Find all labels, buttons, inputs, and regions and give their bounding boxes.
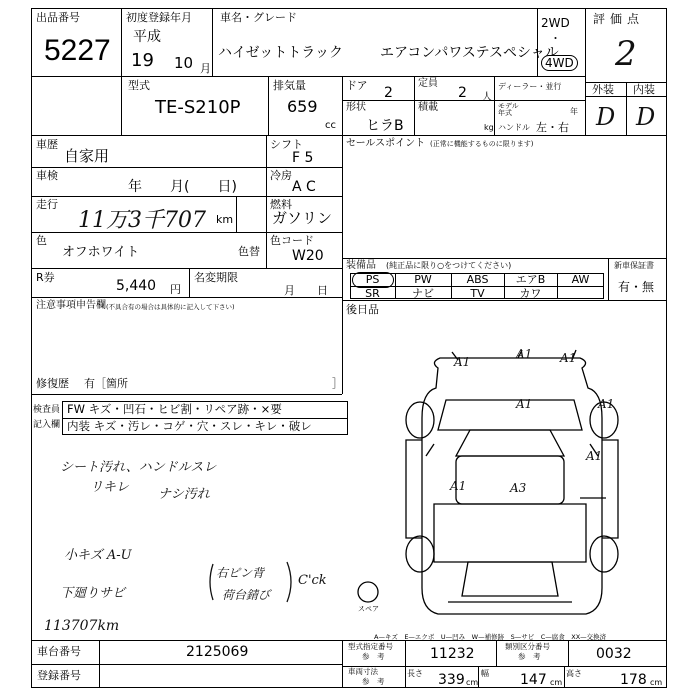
capacity: 2 xyxy=(458,85,467,101)
divider xyxy=(31,297,342,298)
repair-close: ］ xyxy=(332,377,343,390)
reg-label: 登録番号 xyxy=(37,669,81,682)
notes-label: 注意事項申告欄 xyxy=(36,300,106,311)
divider xyxy=(189,268,190,297)
width: 147 xyxy=(520,672,547,688)
divider xyxy=(31,394,342,395)
drive-4wd: 4WD xyxy=(541,55,578,71)
recycle-label: R券 xyxy=(36,271,55,284)
model-year-unit: 年 xyxy=(570,107,578,116)
grade: エアコンパワステスペシャル xyxy=(380,45,559,61)
model-grade-label: 車名・グレード xyxy=(220,11,297,24)
height-label: 高さ xyxy=(566,669,582,678)
drive-dot: ・ xyxy=(550,32,561,45)
damage-mark: A1 xyxy=(598,397,615,411)
spare-label: スペア xyxy=(358,605,379,613)
equip-pw: PW xyxy=(414,273,432,286)
inspection-label: 車検 xyxy=(36,169,58,182)
load-label: 積載 xyxy=(418,102,438,113)
divider xyxy=(212,8,213,76)
era: 平成 xyxy=(133,29,161,45)
width-unit: cm xyxy=(550,678,563,687)
drive-2wd: 2WD xyxy=(541,16,570,30)
repair-value: 有［箇所 xyxy=(84,377,128,390)
inspector-exterior-row: FW キズ・凹石・ヒビ割・リペア跡・×要 xyxy=(67,402,282,416)
history-value: 自家用 xyxy=(64,147,110,165)
handwritten-note: C'ck xyxy=(298,573,327,588)
exterior-grade: D xyxy=(596,103,616,131)
recycle-unit: 円 xyxy=(170,283,181,296)
fuel-label: 燃料 xyxy=(270,198,292,211)
interior-label: 内装 xyxy=(633,83,655,96)
score-label: 評価点 xyxy=(593,12,645,26)
fuel: ガソリン xyxy=(272,209,333,227)
divider xyxy=(414,76,415,135)
first-registration-label: 初度登録年月 xyxy=(126,11,192,24)
handwritten-note: 113707km xyxy=(44,618,120,634)
name-change-value: 月 日 xyxy=(284,284,328,297)
equipment-label: 装備品 xyxy=(346,260,376,271)
type-cert-number: 11232 xyxy=(430,646,475,662)
mileage-value: 11万3千707 xyxy=(78,208,206,233)
mileage-unit: km xyxy=(216,213,234,226)
mileage-label: 走行 xyxy=(36,198,58,211)
color-value: オフホワイト xyxy=(62,245,140,260)
month-unit: 月 xyxy=(200,62,211,75)
divider xyxy=(496,640,497,666)
shift-label: シフト xyxy=(270,138,303,151)
color-change-label: 色替 xyxy=(238,245,260,258)
equip-tv: TV xyxy=(470,287,485,300)
doors-label: ドア xyxy=(346,79,368,92)
model-code: TE-S210P xyxy=(155,97,241,118)
color-code-label: 色コード xyxy=(270,234,314,247)
divider xyxy=(626,82,627,135)
vehicle-diagram xyxy=(350,348,666,638)
inspector-interior-row: 内装 キズ・汚レ・コゲ・穴・スレ・キレ・破レ xyxy=(67,419,312,433)
divider xyxy=(99,640,100,688)
inspector-label-top: 検査員 xyxy=(33,405,61,415)
load-unit: kg xyxy=(484,123,494,132)
sales-point-label: セールスポイント xyxy=(346,138,426,149)
divider xyxy=(31,76,585,77)
inspection-value: 年 月( 日) xyxy=(128,179,237,195)
handle-label: ハンドル xyxy=(498,123,530,132)
handle-value: 左・右 xyxy=(536,121,569,134)
damage-mark: A1 xyxy=(516,348,533,361)
divider xyxy=(585,8,586,135)
height-unit: cm xyxy=(650,678,663,687)
repair-label: 修復歴 xyxy=(36,377,69,390)
shift: F 5 xyxy=(292,150,314,166)
divider xyxy=(342,300,667,301)
handwritten-note: 小キズ A-U xyxy=(64,548,132,563)
damage-mark: A1 xyxy=(450,479,467,493)
equip-aw: AW xyxy=(571,273,590,286)
handwritten-note: リキレ xyxy=(90,480,129,495)
damage-mark: A1 xyxy=(516,397,533,411)
interior-grade: D xyxy=(636,103,656,131)
divider xyxy=(342,258,667,259)
score-value: 2 xyxy=(615,34,637,74)
notes-sub: (不具合有の場合は具体的に記入して下さい) xyxy=(106,303,235,311)
divider xyxy=(31,135,667,136)
divider xyxy=(568,640,569,666)
aftermarket-label: 後日品 xyxy=(346,303,379,316)
type-cert-sub: 参 考 xyxy=(362,652,385,661)
handwritten-note: シート汚れ、ハンドルスレ xyxy=(60,460,217,475)
class-number: 0032 xyxy=(596,646,632,662)
dims-sub: 参 考 xyxy=(362,677,385,686)
handwritten-note: 右ピン背 xyxy=(216,566,265,580)
registration-year: 19 xyxy=(131,50,154,71)
cooling: A C xyxy=(292,179,316,195)
damage-mark: A1 xyxy=(560,351,577,365)
class-sub: 参 考 xyxy=(518,652,541,661)
divider xyxy=(31,664,342,665)
chassis-number: 2125069 xyxy=(186,644,249,660)
model-code-label: 型式 xyxy=(128,79,150,92)
divider xyxy=(121,8,122,135)
damage-legend: A—キズ E—エクボ U—凹み W—補修跡 S—サビ C—腐食 XX—交換済 xyxy=(374,633,607,641)
equip-leather: カワ xyxy=(519,287,542,300)
divider xyxy=(31,167,342,168)
displacement-unit: cc xyxy=(325,120,336,131)
divider xyxy=(236,196,237,232)
equipment-sub: (純正品に限り○をつけてください) xyxy=(386,261,512,270)
divider xyxy=(268,76,269,135)
color-label: 色 xyxy=(36,234,47,247)
divider xyxy=(608,258,609,300)
divider xyxy=(342,666,667,667)
divider xyxy=(342,640,343,688)
divider xyxy=(266,135,267,268)
divider xyxy=(31,268,342,269)
length: 339 xyxy=(438,672,465,688)
recycle-value: 5,440 xyxy=(116,278,157,294)
length-label: 長さ xyxy=(407,669,423,678)
ps-circle-mark xyxy=(352,272,394,288)
divider xyxy=(494,76,495,135)
divider xyxy=(537,8,538,76)
warranty-label: 新車保証書 xyxy=(614,261,654,270)
capacity-label: 定員 xyxy=(418,78,438,89)
width-label: 幅 xyxy=(481,669,489,678)
type-cert-label: 型式指定番号 xyxy=(348,642,393,651)
displacement: 659 xyxy=(287,97,318,116)
equip-sr: SR xyxy=(365,287,380,300)
equip-ps: PS xyxy=(365,273,380,286)
exterior-label: 外装 xyxy=(592,83,614,96)
length-unit: cm xyxy=(466,678,479,687)
history-label: 車歴 xyxy=(36,138,58,151)
color-code: W20 xyxy=(292,248,324,264)
divider xyxy=(342,76,343,135)
dims-label: 車両寸法 xyxy=(348,667,378,676)
damage-mark: A3 xyxy=(510,481,527,495)
shape-label: 形状 xyxy=(346,102,366,113)
handwritten-note: ナシ汚れ xyxy=(158,487,210,502)
shape: ヒラB xyxy=(366,118,404,134)
registration-month: 10 xyxy=(174,54,194,72)
damage-mark: A1 xyxy=(454,355,471,369)
chassis-label: 車台番号 xyxy=(37,645,81,658)
model-year-label: モデル年式 xyxy=(498,102,519,117)
divider xyxy=(564,666,565,688)
divider xyxy=(405,640,406,688)
displacement-label: 排気量 xyxy=(273,79,306,92)
divider xyxy=(342,135,343,394)
damage-mark: A1 xyxy=(586,449,603,463)
equip-abs: ABS xyxy=(466,273,489,286)
doors: 2 xyxy=(384,85,393,101)
handwritten-note: 下廻りサビ xyxy=(60,586,126,601)
model-name: ハイゼットトラック xyxy=(218,45,344,61)
divider xyxy=(31,196,342,197)
class-label: 類別区分番号 xyxy=(505,642,550,651)
equip-airbag: エアB xyxy=(515,273,546,286)
height: 178 xyxy=(620,672,647,688)
name-change-label: 名変期限 xyxy=(194,271,238,284)
handwritten-note: 荷台錆び xyxy=(222,588,271,602)
warranty-value: 有・無 xyxy=(618,280,655,294)
inspector-label-bottom: 記入欄 xyxy=(33,420,61,430)
lot-number-label: 出品番号 xyxy=(36,11,80,24)
lot-number: 5227 xyxy=(44,34,111,67)
capacity-unit: 人 xyxy=(482,92,492,103)
equip-navi: ナビ xyxy=(412,287,434,300)
note-bracket xyxy=(205,556,295,608)
cooling-label: 冷房 xyxy=(270,169,292,182)
dealer-label: ディーラー・並行 xyxy=(498,82,562,91)
sales-point-sub: (正常に機能するものに限ります) xyxy=(430,140,534,148)
